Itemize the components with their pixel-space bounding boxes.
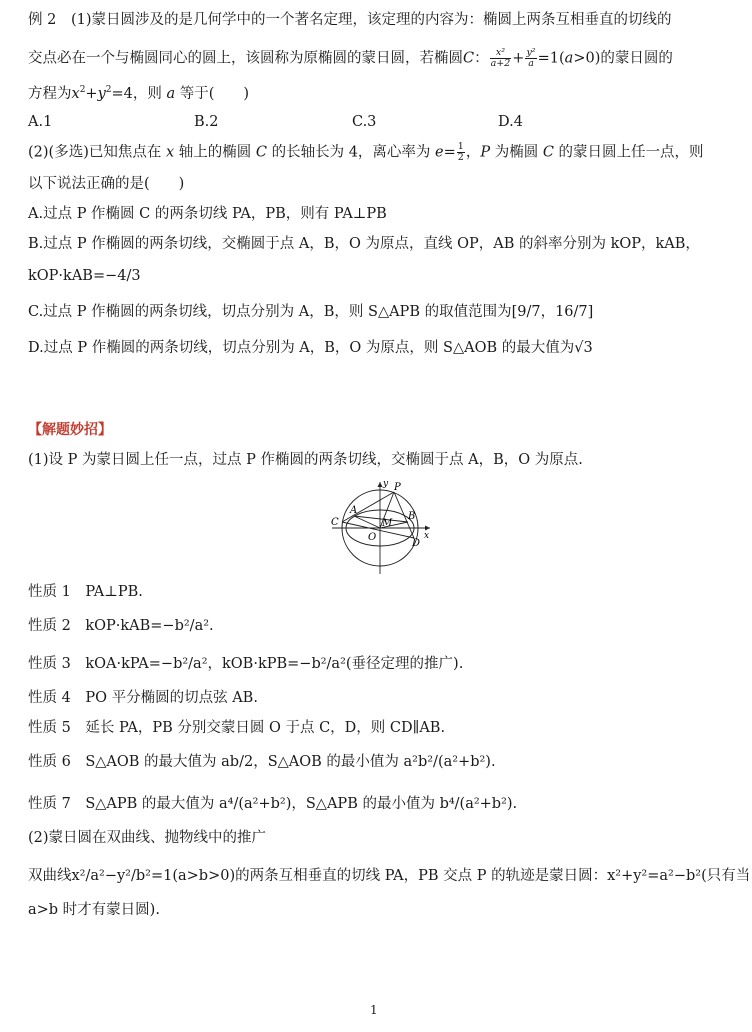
property-1: 性质 1 PA⊥PB. [28,584,143,600]
property-5: 性质 5 延长 PA，PB 分别交蒙日圆 O 于点 C，D，则 CD∥AB. [28,720,446,736]
label-p: P [394,482,401,493]
x-axis-arrow [425,526,430,531]
solution-intro: (1)设 P 为蒙日圆上任一点，过点 P 作椭圆的两条切线，交椭圆于点 A，B，O 为原点. [28,452,583,468]
ex2-line-3: 方程为$x^2+y^2=4$，则 a 等于( ) [28,85,250,102]
ex2-option-c[interactable]: C.过点 P 作椭圆的两条切线，切点分别为 A，B，则 S△APB 的取值范围为[9/7，16/7] [28,304,594,320]
ex2-option-b[interactable]: B.过点 P 作椭圆的两条切线，交椭圆于点 A，B，O 为原点，直线 OP，AB 的斜率分别为 kOP，kAB， [28,236,700,252]
label-m: M [382,518,393,529]
part2-line-1: 双曲线x²/a²−y²/b²=1(a>b>0)的两条互相垂直的切线 PA，PB 交点 P 的轨迹是蒙日圆：x²+y²=a²−b²(只有当 [28,868,751,884]
option-a[interactable]: A.1 [28,114,53,130]
property-7: 性质 7 S△APB 的最大值为 a⁴/(a²+b²)，S△APB 的最小值为 b⁴/(a²+b²). [28,796,518,812]
part2-line-2: a>b 时才有蒙日圆). [28,902,160,918]
label-x: x [424,531,430,541]
colon: ： [474,50,489,67]
ex2-option-a[interactable]: A.过点 P 作椭圆 C 的两条切线 PA，PB，则有 PA⊥PB [28,206,387,222]
segment-cd [342,522,414,538]
ex2-text-b1: 交点必在一个与椭圆同心的圆上，该圆称为原椭圆的蒙日圆，若椭圆 [28,50,463,67]
page-number: 1 [370,1003,378,1017]
ex2-line-2: 交点必在一个与椭圆同心的圆上，该圆称为原椭圆的蒙日圆，若椭圆C： $\frac{\text{x²}}{a+2}$ + $\frac{\text{y²}}{a}$ =1(a>0)的蒙日圆的 [28,47,673,69]
y-axis-arrow [378,482,383,487]
label-o: O [368,532,377,543]
ex2-text-a: (1)蒙日圆涉及的是几何学中的一个著名定理，该定理的内容为：椭圆上两条互相垂直的切线的 [70,12,672,28]
label-c: C [331,517,339,528]
solution-heading: 【解题妙招】 [28,422,112,438]
ex2-part2-line-1: (2)(多选)已知焦点在 x 轴上的椭圆 C 的长轴长为 4，离心率为 e= $\frac{1}{2}$ ，P 为椭圆 C 的蒙日圆上任一点，则 [28,141,704,163]
option-b[interactable]: B.2 [194,114,219,130]
property-2: 性质 2 kOP·kAB=−b²/a². [28,618,214,634]
property-4: 性质 4 PO 平分椭圆的切点弦 AB. [28,690,258,706]
ex2-option-b-formula: kOP·kAB=−4/3 [28,268,141,284]
monge-circle-figure [326,476,438,578]
ex2-part2-line-2: 以下说法正确的是( ) [28,176,185,192]
label-b: B [408,511,416,522]
ex2-line-1 [28,10,672,30]
property-6: 性质 6 S△AOB 的最大值为 ab/2，S△AOB 的最小值为 a²b²/(a²+b²). [28,754,496,770]
label-a: A [350,505,358,516]
ex2-option-d[interactable]: D.过点 P 作椭圆的两条切线，切点分别为 A，B，O 为原点，则 S△AOB 的最大值为√3 [28,340,593,356]
label-d: D [412,538,421,549]
part2-heading: (2)蒙日圆在双曲线、抛物线中的推广 [28,830,267,846]
ellipse-c: C [463,50,475,67]
fraction-x2-a2: $\frac{\text{x²}}{a+2}$ [490,47,511,69]
example-label: 例 2 [28,12,57,28]
ex2-options [28,112,728,132]
option-c[interactable]: C.3 [352,114,377,130]
fraction-y2-a: $\frac{\text{y²}}{a}$ [526,47,536,69]
property-3: 性质 3 kOA·kPA=−b²/a²，kOB·kPB=−b²/a²(垂径定理的推广). [28,656,464,672]
label-y: y [383,479,389,489]
chord-ab [354,516,408,522]
option-d[interactable]: D.4 [498,114,523,130]
